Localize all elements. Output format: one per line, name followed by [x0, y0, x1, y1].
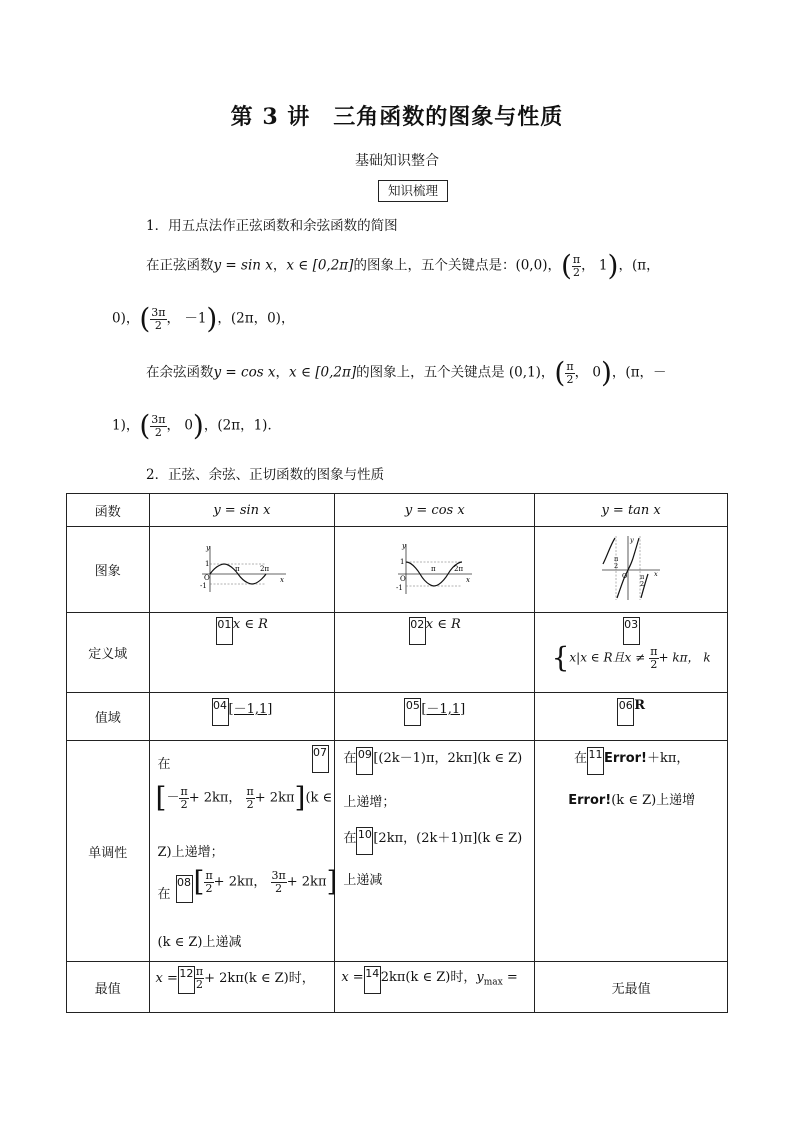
section-1-heading: 1．用五点法作正弦函数和余弦函数的简图: [146, 218, 398, 234]
cos-keypoints-line-1: [146, 356, 667, 389]
row-label: 值域: [67, 693, 150, 741]
axis-label: y: [630, 535, 634, 544]
text: ，(2π，1)．: [203, 417, 281, 434]
numerator: 3π: [271, 868, 286, 882]
fraction: [572, 254, 581, 279]
text: + 2kπ: [286, 874, 327, 890]
text: ， 1: [581, 257, 608, 274]
sin-keypoints-line-1: [146, 249, 660, 282]
numerator: π: [566, 359, 574, 373]
table-row-range: [67, 693, 728, 741]
answer-number: 03: [623, 617, 640, 645]
paren: ): [600, 356, 612, 389]
paren: ): [607, 249, 619, 282]
text: [2kπ，(2k＋1)π](k ∈ Z): [373, 831, 523, 846]
answer-number: 06: [617, 698, 634, 726]
text: －: [166, 790, 180, 806]
table-row-graph: [67, 527, 728, 613]
bracket: ]: [326, 865, 338, 898]
paren: (: [554, 356, 566, 389]
text: ，: [272, 257, 287, 274]
table-row-monotonicity: [67, 741, 728, 962]
text: =: [502, 970, 518, 985]
tan-increasing-line-1: [535, 747, 728, 775]
table-row-domain: [67, 613, 728, 693]
cos-mono-cell: [335, 741, 535, 962]
tick-label: -1: [395, 583, 403, 592]
tick-label: 2π: [259, 564, 269, 573]
text: y: [476, 970, 484, 985]
row-label: 图象: [67, 527, 150, 613]
tick-label: O: [399, 574, 406, 583]
cos-domain-cell: [335, 613, 535, 693]
numerator: π: [246, 784, 254, 798]
header-cell-tan: y = tan x: [535, 494, 728, 527]
tick-label: -1: [199, 581, 207, 590]
axis-label: y: [205, 543, 210, 552]
tan-increasing-line-2: [535, 789, 728, 808]
error-text: Error!: [604, 751, 647, 766]
fraction: [179, 786, 188, 811]
text: 在: [343, 751, 357, 766]
answer-number: 09: [356, 747, 373, 775]
tick-label: π: [614, 554, 619, 563]
axis-label: x: [465, 575, 470, 584]
text: 在正弦函数: [146, 257, 214, 274]
bracket: ]: [294, 781, 306, 814]
tan-graph-cell: [535, 527, 728, 613]
fraction: [150, 414, 166, 439]
numerator: π: [572, 252, 581, 266]
text: 的图象上，五个关键点是 (0,1)，: [356, 364, 555, 381]
text: (k ∈ Z)上递增: [611, 793, 696, 808]
sin-keypoints-line-2: [112, 302, 295, 335]
sin-extreme-cell: [149, 962, 335, 1013]
answer-text: x|x ∈ R且x ≠: [569, 650, 646, 665]
text: ， 0: [574, 364, 601, 381]
text: 在余弦函数: [146, 364, 214, 381]
subscript: max: [483, 977, 503, 988]
bracket: [: [155, 781, 167, 814]
answer-number: 11: [587, 747, 604, 775]
fraction: [246, 786, 255, 811]
header-cell-cos: y = cos x: [335, 494, 535, 527]
numerator: π: [205, 868, 213, 882]
fraction: [271, 870, 287, 895]
row-label: 最值: [67, 962, 150, 1013]
sin-graph: [196, 542, 288, 594]
section-subtitle: 基础知识整合: [355, 153, 439, 169]
fraction: [649, 646, 658, 671]
text: ＋kπ，: [647, 751, 690, 766]
numerator: π: [650, 644, 658, 658]
paren: (: [560, 249, 572, 282]
sin-range-cell: [149, 693, 335, 741]
text: Z)上递增；: [157, 845, 224, 860]
sin-mono-cell: [149, 741, 338, 962]
math-domain: x ∈ [0,2π]: [289, 364, 357, 381]
cos-range-cell: [335, 693, 535, 741]
denominator: 2: [573, 265, 581, 279]
sin-increasing-interval: [155, 781, 333, 814]
fraction: [565, 361, 574, 386]
answer-text: + kπ， k: [658, 650, 711, 665]
denominator: 2: [650, 657, 658, 671]
knowledge-box-label: 知识梳理: [378, 180, 448, 202]
text: 在: [157, 757, 171, 772]
text: 在: [157, 887, 171, 902]
tick-label: 2π: [453, 564, 463, 573]
denominator: 2: [566, 372, 574, 386]
axis-label: x: [654, 569, 658, 578]
header-cell-sin: y = sin x: [149, 494, 335, 527]
sin-decreasing-interval: [193, 865, 338, 898]
tan-range-cell: [535, 693, 728, 741]
cos-graph-cell: [335, 527, 535, 613]
text: ，(2π，0)，: [217, 310, 295, 327]
text: ， －1: [166, 310, 207, 327]
answer-number: 04: [212, 698, 229, 726]
text: 1)，: [112, 417, 140, 434]
text: x =: [341, 970, 364, 985]
trig-properties-table: [66, 493, 728, 1013]
tick-label: 2: [614, 561, 619, 570]
tick-label: π: [640, 572, 645, 581]
numerator: 3π: [151, 412, 166, 426]
denominator: 2: [275, 881, 283, 895]
text: + 2kπ，: [188, 790, 242, 806]
tick-label: O: [203, 573, 210, 582]
answer-number: 02: [409, 617, 426, 645]
denominator: 2: [154, 318, 162, 332]
fraction: [204, 870, 213, 895]
cos-keypoints-line-2: [112, 409, 281, 442]
fraction: [195, 966, 204, 991]
text: (k ∈ Z)上递减: [157, 935, 242, 950]
text: + 2kπ，: [213, 874, 267, 890]
answer-number: 07: [312, 745, 329, 773]
text: 在: [574, 751, 588, 766]
paren: (: [139, 302, 151, 335]
sin-graph-cell: [149, 527, 335, 613]
denominator: 2: [180, 797, 188, 811]
page-title: 第 3 讲 三角函数的图象与性质: [230, 104, 564, 130]
fraction: [150, 307, 166, 332]
answer-number: 08: [176, 875, 193, 903]
tan-mono-cell: [535, 741, 728, 962]
tick-label: 2: [640, 579, 645, 588]
math-sin: y = sin x: [213, 257, 273, 274]
row-label: 单调性: [67, 741, 150, 962]
answer-text: [－1,1]: [421, 702, 466, 717]
section-2-heading: 2．正弦、余弦、正切函数的图象与性质: [146, 467, 385, 483]
table-row-extreme: [67, 962, 728, 1013]
text: ，(π，: [618, 257, 660, 274]
text: ，: [275, 364, 290, 381]
row-label: 定义域: [67, 613, 150, 693]
answer-text: x ∈ R: [425, 617, 461, 632]
answer-number: 10: [356, 827, 373, 855]
text: 上递减: [343, 873, 383, 888]
paren: ): [206, 302, 218, 335]
text: 在: [343, 831, 357, 846]
cos-decreasing-interval: [343, 827, 522, 855]
tan-domain-cell: [535, 613, 728, 693]
answer-number: 14: [364, 966, 381, 994]
paren: (: [139, 409, 151, 442]
answer-number: 12: [178, 966, 195, 994]
text: 0)，: [112, 310, 140, 327]
tick-label: π: [234, 564, 240, 573]
tan-graph: [600, 534, 662, 602]
error-text: Error!: [568, 793, 612, 808]
text: [(2k－1)π，2kπ](k ∈ Z): [373, 751, 523, 766]
text: 上递增；: [343, 795, 396, 810]
answer-text: x ∈ R: [232, 617, 268, 632]
answer-number: 05: [404, 698, 421, 726]
tick-label: O: [622, 571, 628, 580]
axis-label: y: [401, 541, 406, 550]
tan-extreme-cell: 无最值: [535, 962, 728, 1013]
math-cos: y = cos x: [213, 364, 276, 381]
cos-graph: [394, 540, 476, 596]
paren: ): [192, 409, 204, 442]
math-domain: x ∈ [0,2π]: [286, 257, 354, 274]
numerator: π: [195, 965, 204, 978]
text: x =: [155, 971, 178, 986]
text: + 2kπ(k ∈ Z)时，: [204, 971, 315, 986]
axis-label: x: [279, 575, 284, 584]
answer-text: R: [634, 698, 646, 713]
tick-label: π: [430, 564, 436, 573]
tick-label: 1: [204, 559, 210, 568]
text: ， 0: [166, 417, 193, 434]
sin-domain-cell: [149, 613, 335, 693]
bracket: [: [193, 865, 205, 898]
answer-number: 01: [216, 617, 233, 645]
denominator: 2: [195, 978, 203, 991]
text: ，(π，－: [611, 364, 667, 381]
numerator: π: [180, 784, 188, 798]
header-cell: 函数: [67, 494, 150, 527]
denominator: 2: [154, 425, 162, 439]
cos-extreme-cell: [335, 962, 535, 1013]
denominator: 2: [246, 797, 254, 811]
table-header-row: [67, 494, 728, 527]
text: (k ∈: [305, 790, 333, 806]
denominator: 2: [205, 881, 213, 895]
brace: {: [551, 641, 570, 674]
text: 的图象上，五个关键点是：(0,0)，: [353, 257, 561, 274]
numerator: 3π: [151, 305, 166, 319]
tick-label: 1: [399, 557, 405, 566]
text: + 2kπ: [254, 790, 295, 806]
cos-increasing-interval: [343, 747, 522, 775]
answer-text: [－1,1]: [228, 702, 273, 717]
text: 2kπ(k ∈ Z)时，: [380, 970, 477, 985]
